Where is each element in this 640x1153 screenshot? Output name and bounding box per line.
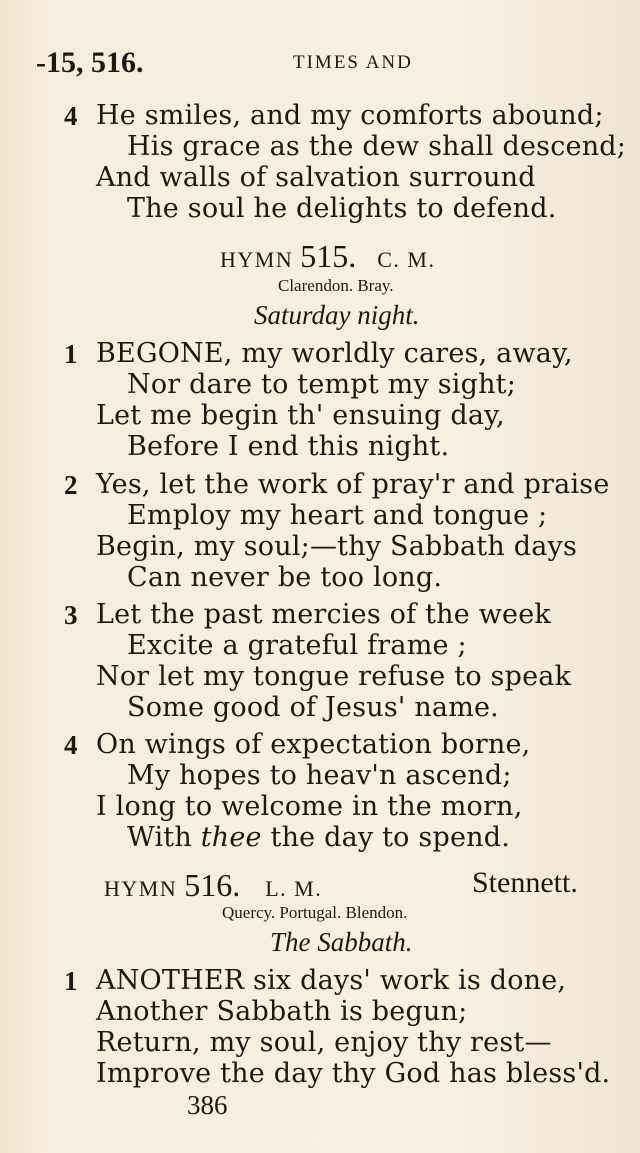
- verse-line-part: With: [127, 822, 201, 853]
- verse-line: Begin, my soul;—thy Sabbath days: [96, 531, 578, 562]
- verse-line-italic: thee: [200, 822, 262, 853]
- running-head-hymn-range: -15, 516.: [36, 46, 144, 79]
- verse-line: My hopes to heav'n ascend;: [127, 760, 512, 791]
- hymn-number: 515.: [300, 238, 357, 274]
- tune-names: Quercy. Portugal. Blendon.: [222, 903, 408, 922]
- verse-line: [127, 823, 510, 853]
- verse-line: ANOTHER six days' work is done,: [96, 965, 567, 996]
- verse-line: Before I end this night.: [127, 431, 450, 462]
- verse-line: Can never be too long.: [127, 562, 443, 593]
- hymn-meter: L. M.: [265, 876, 323, 901]
- verse-number: 3: [64, 600, 78, 630]
- verse-line: And walls of salvation surround: [96, 162, 536, 193]
- verse-number: 1: [64, 966, 78, 996]
- running-head-title: TIMES AND: [293, 52, 413, 73]
- hymn-meter: C. M.: [377, 247, 436, 272]
- verse-line: Some good of Jesus' name.: [127, 692, 499, 723]
- verse-line: Nor dare to tempt my sight;: [127, 369, 517, 400]
- verse-line: Return, my soul, enjoy thy rest—: [96, 1027, 552, 1058]
- tune-names: Clarendon. Bray.: [278, 276, 394, 295]
- verse-line: Nor let my tongue refuse to speak: [96, 661, 572, 692]
- hymn-heading: [104, 867, 322, 904]
- hymn-author: Stennett.: [472, 866, 578, 899]
- verse-line: I long to welcome in the morn,: [96, 791, 523, 822]
- hymn-label: HYMN: [220, 247, 294, 272]
- verse-line: He smiles, and my comforts abound;: [96, 100, 604, 131]
- hymn-heading: [220, 238, 435, 275]
- hymn-number: 516.: [184, 867, 241, 903]
- verse-line: Let me begin th' ensuing day,: [96, 400, 505, 431]
- verse-number: 2: [64, 470, 78, 500]
- verse-number: 4: [64, 101, 78, 131]
- verse-line: On wings of expectation borne,: [96, 729, 531, 760]
- verse-line: BEGONE, my worldly cares, away,: [96, 338, 573, 369]
- verse-line: Yes, let the work of pray'r and praise: [96, 469, 610, 500]
- verse-line: Employ my heart and tongue ;: [127, 500, 548, 531]
- verse-number: 1: [64, 339, 78, 369]
- verse-line: His grace as the dew shall descend;: [127, 131, 627, 162]
- verse-line: Another Sabbath is begun;: [96, 996, 468, 1027]
- verse-line: Improve the day thy God has bless'd.: [96, 1058, 611, 1089]
- verse-number: 4: [64, 730, 78, 760]
- hymn-subject: The Sabbath.: [270, 927, 413, 957]
- verse-line: Excite a grateful frame ;: [127, 630, 467, 661]
- page-number: 386: [187, 1090, 228, 1120]
- verse-line: Let the past mercies of the week: [96, 599, 551, 630]
- hymn-subject: Saturday night.: [254, 300, 420, 330]
- verse-line: The soul he delights to defend.: [127, 193, 557, 224]
- hymn-label: HYMN: [104, 876, 178, 901]
- verse-line-part: the day to spend.: [261, 822, 510, 853]
